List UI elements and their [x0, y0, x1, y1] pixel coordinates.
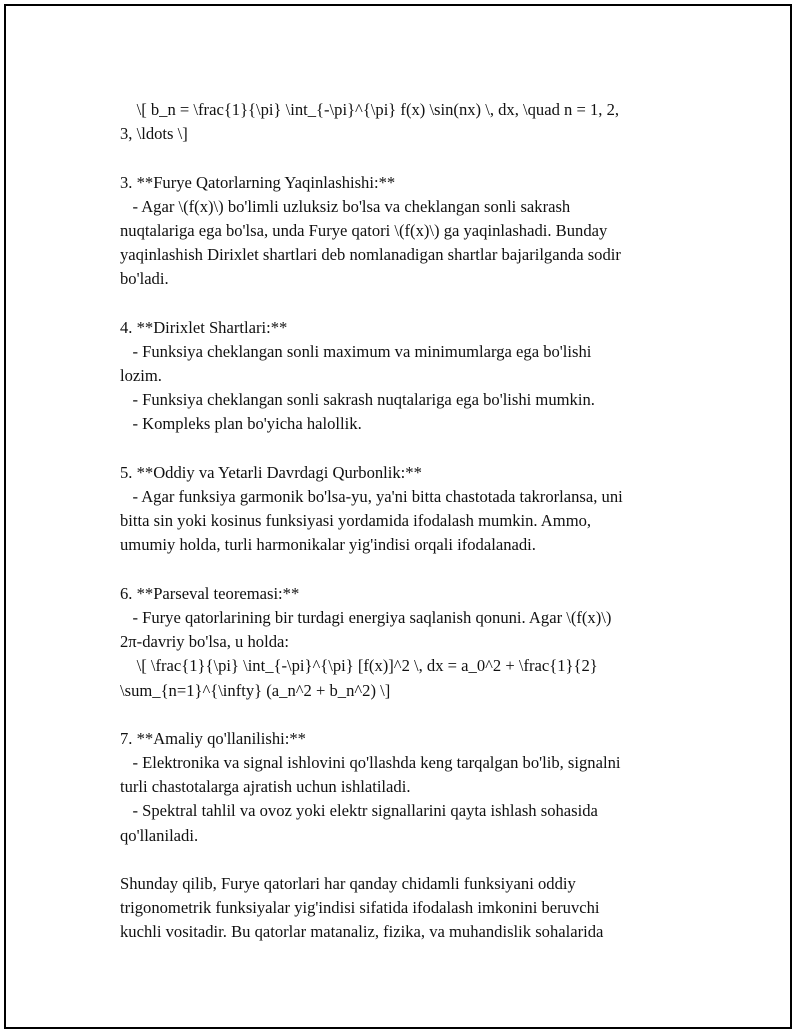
section-heading: 3. **Furye Qatorlarning Yaqinlashishi:** [120, 172, 396, 192]
text-line: bo'ladi. [120, 269, 169, 289]
text-line: turli chastotalarga ajratish uchun ishlatiladi. [120, 777, 411, 797]
text-line: lozim. [120, 366, 162, 386]
text-line: umumiy holda, turli harmonikalar yig'indisi orqali ifodalanadi. [120, 535, 536, 555]
section-heading: 6. **Parseval teoremasi:** [120, 583, 300, 603]
text-line: qo'llaniladi. [120, 825, 199, 845]
text-line: yaqinlashish Dirixlet shartlari deb nomlanadigan shartlar bajarilganda sodir [120, 245, 621, 265]
text-line: - Agar \(f(x)\) bo'limli uzluksiz bo'lsa va cheklangan sonli sakrash [120, 196, 571, 216]
section-applications [120, 727, 680, 848]
document-body [120, 98, 680, 945]
text-line: nuqtalariga ega bo'lsa, unda Furye qatori \(f(x)\) ga yaqinlashadi. Bunday [120, 220, 608, 240]
text-line: - Furye qatorlarining bir turdagi energiya saqlanish qonuni. Agar \(f(x)\) [120, 607, 612, 627]
formula-line: \[ b_n = \frac{1}{\pi} \int_{-\pi}^{\pi} f(x) \sin(nx) \, dx, \quad n = 1, 2, [120, 100, 620, 119]
section-parseval-theorem [120, 582, 680, 703]
text-line: Shunday qilib, Furye qatorlari har qanday chidamli funksiyani oddiy [120, 874, 576, 893]
page-frame [4, 4, 792, 1029]
section-dirichlet-conditions [120, 316, 680, 437]
text-line: kuchli vositadir. Bu qatorlar matanaliz, fizika, va muhandislik sohalarida [120, 922, 604, 942]
conclusion-paragraph [120, 872, 680, 945]
text-line: bitta sin yoki kosinus funksiyasi yordamida ifodalash mumkin. Ammo, [120, 511, 592, 531]
formula-line: \[ \frac{1}{\pi} \int_{-\pi}^{\pi} [f(x)]^2 \, dx = a_0^2 + \frac{1}{2} [120, 656, 598, 676]
text-line: - Spektral tahlil va ovoz yoki elektr signallarini qayta ishlash sohasida [120, 801, 598, 821]
section-simple-periodic [120, 461, 680, 558]
formula-line: \sum_{n=1}^{\infty} (a_n^2 + b_n^2) \] [120, 680, 391, 700]
text-line: - Funksiya cheklangan sonli maximum va minimumlarga ega bo'lishi [120, 341, 592, 361]
text-line: 2π-davriy bo'lsa, u holda: [120, 632, 289, 652]
text-line: - Funksiya cheklangan sonli sakrash nuqtalariga ega bo'lishi mumkin. [120, 390, 595, 410]
section-heading: 5. **Oddiy va Yetarli Davrdagi Qurbonlik:** [120, 462, 422, 482]
section-convergence [120, 171, 680, 292]
formula-line: 3, \ldots \] [120, 124, 188, 144]
section-heading: 4. **Dirixlet Shartlari:** [120, 317, 288, 337]
text-line: - Elektronika va signal ishlovini qo'llashda keng tarqalgan bo'lib, signalni [120, 753, 621, 773]
section-heading: 7. **Amaliy qo'llanilishi:** [120, 728, 306, 748]
text-line: - Agar funksiya garmonik bo'lsa-yu, ya'ni bitta chastotada takrorlansa, uni [120, 487, 623, 506]
text-line: - Kompleks plan bo'yicha halollik. [120, 414, 362, 434]
formula-bn [120, 98, 680, 146]
text-line: trigonometrik funksiyalar yig'indisi sifatida ifodalash imkonini beruvchi [120, 898, 600, 918]
